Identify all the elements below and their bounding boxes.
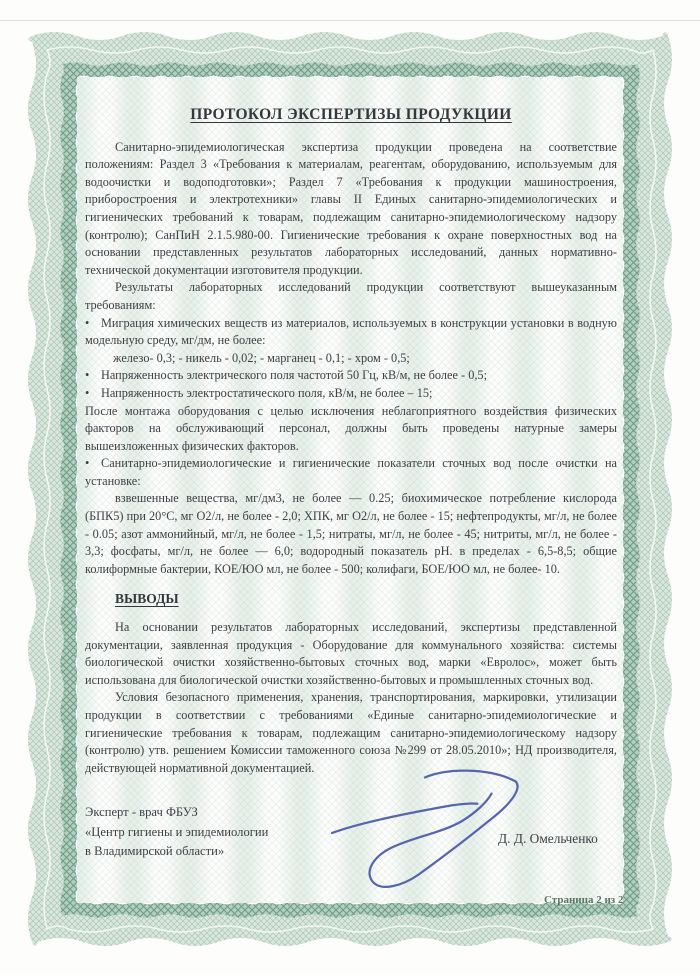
bullet-icon: •	[85, 315, 90, 330]
bullet-item-migration-text: Миграция химических веществ из материалов, используемых в конструкции установки в водную модельную среду, мг/дм, не более:	[85, 315, 617, 348]
paragraph-results: Результаты лабораторных исследований продукции соответствуют вышеуказанным требованиям:	[85, 280, 617, 312]
line-metal-limits: железо- 0,3; - никель - 0,02; - марганец - 0,1; - хром - 0,5;	[113, 350, 410, 365]
bullet-item-sewage-indicators	[85, 455, 617, 490]
bullet-icon: •	[85, 368, 90, 383]
bullet-item-migration	[85, 315, 617, 350]
bullet-item-electrostatic-field	[85, 385, 617, 403]
expert-region-line: в Владимирской области»	[85, 844, 225, 858]
signer-name: Д. Д. Омельченко	[498, 831, 598, 846]
expert-org-line: «Центр гигиены и эпидемиологии	[85, 824, 269, 839]
bullet-item-sewage-indicators-text: Санитарно-эпидемиологические и гигиенические показатели сточных вод после очистки на установке:	[85, 456, 617, 488]
expert-block	[85, 803, 385, 862]
bullet-icon: •	[85, 456, 90, 471]
paragraph-installation: После монтажа оборудования с целью исключения неблагоприятного воздействия физических факторов на обслуживающий персонал, должны быть проведены натурные замеры вышеизложенных физических факторов.	[85, 403, 617, 453]
document-content	[85, 106, 617, 777]
conclusions-heading: ВЫВОДЫ	[115, 591, 179, 607]
document-title: ПРОТОКОЛ ЭКСПЕРТИЗЫ ПРОДУКЦИИ	[190, 106, 512, 123]
expert-title-line: Эксперт - врач ФБУЗ	[85, 805, 198, 819]
paragraph-conclusion-product: На основании результатов лабораторных исследований, экспертизы представленной документации, заявленная продукция - Оборудование для коммунального хозяйства: системы биологической очистки хозяйственно-бытовых сточных вод, марки «Евролос», может быть использована для биологической очистки хозяйственно-бытовых и промышленных сточных вод.	[85, 620, 617, 687]
bullet-item-electric-field-text: Напряженность электрического поля частотой 50 Гц, кВ/м, не более - 0,5;	[101, 368, 487, 383]
bullet-item-electrostatic-field-text: Напряженность электростатического поля, кВ/м, не более – 15;	[101, 385, 433, 400]
paragraph-sewage-limits: взвешенные вещества, мг/дм3, не более — 0.25; биохимическое потребление кислорода (БПК5) при 20°С, мг О2/л, не более - 2,0; ХПК, мг О2/л, не более - 15; нефтепродукты, мг/л, не более - 0.05; азот аммонийный, мг/л, не более - 1,5; нитраты, мг/л, не более - 45; нитриты, мг/л, не более - 3,3; фосфаты, мг/л, не более — 6,0; водородный показатель рН. в пределах - 6,5-8,5; общие колиформные бактерии, КОЕ/ЮО мл, не более - 500; колифаги, БОЕ/ЮО мл, не более- 10.	[85, 491, 617, 576]
bullet-item-electric-field	[85, 367, 617, 385]
bullet-icon: •	[85, 385, 90, 400]
page-number-label: Страница 2 из 2	[544, 894, 624, 906]
paragraph-intro: Санитарно-эпидемиологическая экспертиза продукции проведена на соответствие положениям: Раздел 3 «Требования к материалам, реагентам, оборудованию, используемым для водоочистки и водоподготовки»; Раздел 7 «Требования к продукции машиностроения, приборостроения и электротехники» главы II Единых санитарно-эпидемиологических и гигиенических требований к товарам, подлежащим санитарно-эпидемиологическому надзору (контролю); СанПиН 2.1.5.980-00. Гигиенические требования к охране поверхностных вод на основании представленных результатов лабораторных исследований, данных нормативно-технической документации изготовителя продукции.	[85, 139, 617, 277]
paragraph-conclusion-conditions: Условия безопасного применения, хранения, транспортирования, маркировки, утилизации продукции в соответствии с требованиями «Единые санитарно-эпидемиологические и гигиенические требования к товарам, подлежащим санитарно-эпидемиологическому надзору (контролю) утв. решением Комиссии таможенного союза №299 от 28.05.2010»; НД производителя, действующей нормативной документацией.	[85, 690, 617, 775]
